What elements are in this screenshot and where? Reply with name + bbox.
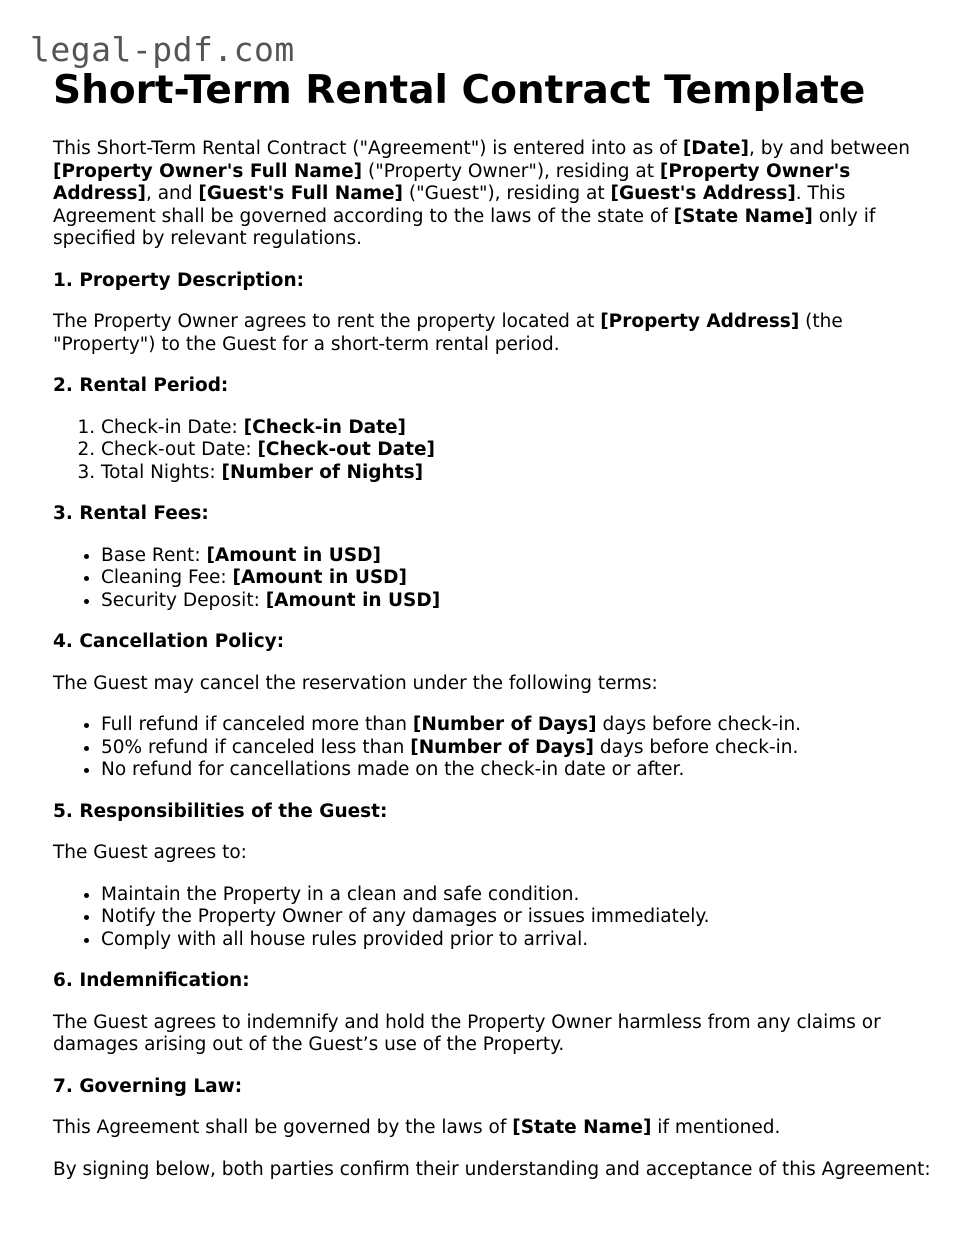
intro-text: , by and between bbox=[748, 138, 910, 159]
section-heading-guest-responsibilities: 5. Responsibilities of the Guest: bbox=[53, 800, 388, 822]
nights-placeholder: [Number of Nights] bbox=[221, 461, 424, 483]
intro-text: ("Property Owner"), residing at bbox=[362, 160, 660, 182]
section-heading-rental-period: 2. Rental Period: bbox=[53, 375, 229, 396]
section-heading-indemnification: 6. Indemnification: bbox=[53, 970, 250, 991]
cancellation-terms-list bbox=[53, 714, 933, 782]
days-placeholder: [Number of Days] bbox=[410, 736, 594, 758]
list-item bbox=[101, 462, 933, 485]
list-item: • Notify the Property Owner of any damages or issues immediately. bbox=[101, 906, 933, 929]
state-name-placeholder: [State Name] bbox=[673, 205, 813, 227]
amount-placeholder: [Amount in USD] bbox=[265, 589, 441, 611]
list-item bbox=[101, 759, 933, 782]
list-item bbox=[101, 545, 933, 568]
list-item bbox=[101, 737, 933, 760]
section-heading-property-description: 1. Property Description: bbox=[53, 269, 305, 291]
rental-fees-list bbox=[53, 545, 933, 613]
check-out-placeholder: [Check-out Date] bbox=[257, 439, 435, 460]
list-item bbox=[101, 567, 933, 590]
owner-address-placeholder: [Property Owner's Address] bbox=[53, 160, 851, 204]
closing-paragraph: By signing below, both parties confirm their understanding and acceptance of this Agreement: bbox=[53, 1158, 931, 1180]
item-text: 50% refund if canceled less than bbox=[101, 736, 411, 758]
item-label: Base Rent: bbox=[101, 544, 207, 566]
item-label: Check-out Date: bbox=[101, 439, 258, 460]
list-item: • Comply with all house rules provided prior to arrival. bbox=[101, 929, 933, 952]
item-text: No refund for cancellations made on the check-in date or after. bbox=[101, 759, 685, 780]
list-item bbox=[101, 417, 933, 440]
property-address-placeholder: [Property Address] bbox=[600, 311, 800, 332]
intro-paragraph bbox=[53, 138, 933, 251]
intro-text: This Short-Term Rental Contract ("Agreement") is entered into as of bbox=[53, 138, 683, 159]
state-name-placeholder: [State Name] bbox=[512, 1117, 652, 1138]
amount-placeholder: [Amount in USD] bbox=[206, 544, 381, 566]
section-heading-governing-law: 7. Governing Law: bbox=[53, 1075, 243, 1097]
check-in-placeholder: [Check-in Date] bbox=[243, 416, 407, 438]
indemnification-paragraph: The Guest agrees to indemnify and hold the Property Owner harmless from any claims or damages arising out of the Guest’s use of the Property. bbox=[53, 1011, 881, 1055]
rental-period-list bbox=[53, 417, 933, 485]
body-text: if mentioned. bbox=[651, 1117, 781, 1138]
item-label: Security Deposit: bbox=[101, 589, 266, 611]
responsibilities-intro: The Guest agrees to: bbox=[53, 842, 247, 863]
document-page bbox=[53, 66, 933, 1181]
body-text: This Agreement shall be governed by the laws of bbox=[53, 1117, 513, 1138]
item-label: Total Nights: bbox=[101, 461, 222, 483]
days-placeholder: [Number of Days] bbox=[412, 714, 597, 735]
intro-text: only if specified by relevant regulations. bbox=[53, 205, 876, 249]
watermark-logo: legal-pdf.com bbox=[30, 30, 295, 69]
owner-name-placeholder: [Property Owner's Full Name] bbox=[53, 160, 363, 182]
intro-text: . This Agreement shall be governed according to the laws of the state of bbox=[53, 183, 846, 227]
list-item bbox=[101, 714, 933, 737]
list-item: • Maintain the Property in a clean and safe condition. bbox=[101, 884, 933, 907]
amount-placeholder: [Amount in USD] bbox=[232, 567, 407, 588]
document-title: Short-Term Rental Contract Template bbox=[53, 68, 866, 113]
item-text: days before check-in. bbox=[593, 736, 799, 758]
section-heading-rental-fees: 3. Rental Fees: bbox=[53, 503, 209, 524]
body-text: (the "Property") to the Guest for a short-term rental period. bbox=[53, 311, 843, 355]
item-label: Cleaning Fee: bbox=[101, 567, 233, 588]
body-text: The Property Owner agrees to rent the property located at bbox=[53, 311, 601, 332]
date-placeholder: [Date] bbox=[682, 138, 749, 159]
intro-text: ("Guest"), residing at bbox=[403, 183, 611, 204]
item-text: Full refund if canceled more than bbox=[101, 714, 413, 735]
cancellation-intro: The Guest may cancel the reservation under the following terms: bbox=[53, 672, 658, 694]
responsibilities-list bbox=[53, 884, 933, 952]
property-description-paragraph bbox=[53, 311, 933, 356]
guest-name-placeholder: [Guest's Full Name] bbox=[198, 183, 403, 204]
section-heading-cancellation-policy: 4. Cancellation Policy: bbox=[53, 631, 285, 652]
intro-text: , and bbox=[145, 183, 199, 204]
item-text: days before check-in. bbox=[596, 714, 802, 735]
guest-address-placeholder: [Guest's Address] bbox=[610, 183, 796, 204]
list-item bbox=[101, 439, 933, 462]
list-item bbox=[101, 590, 933, 613]
item-label: Check-in Date: bbox=[101, 416, 244, 438]
governing-law-paragraph bbox=[53, 1117, 933, 1140]
